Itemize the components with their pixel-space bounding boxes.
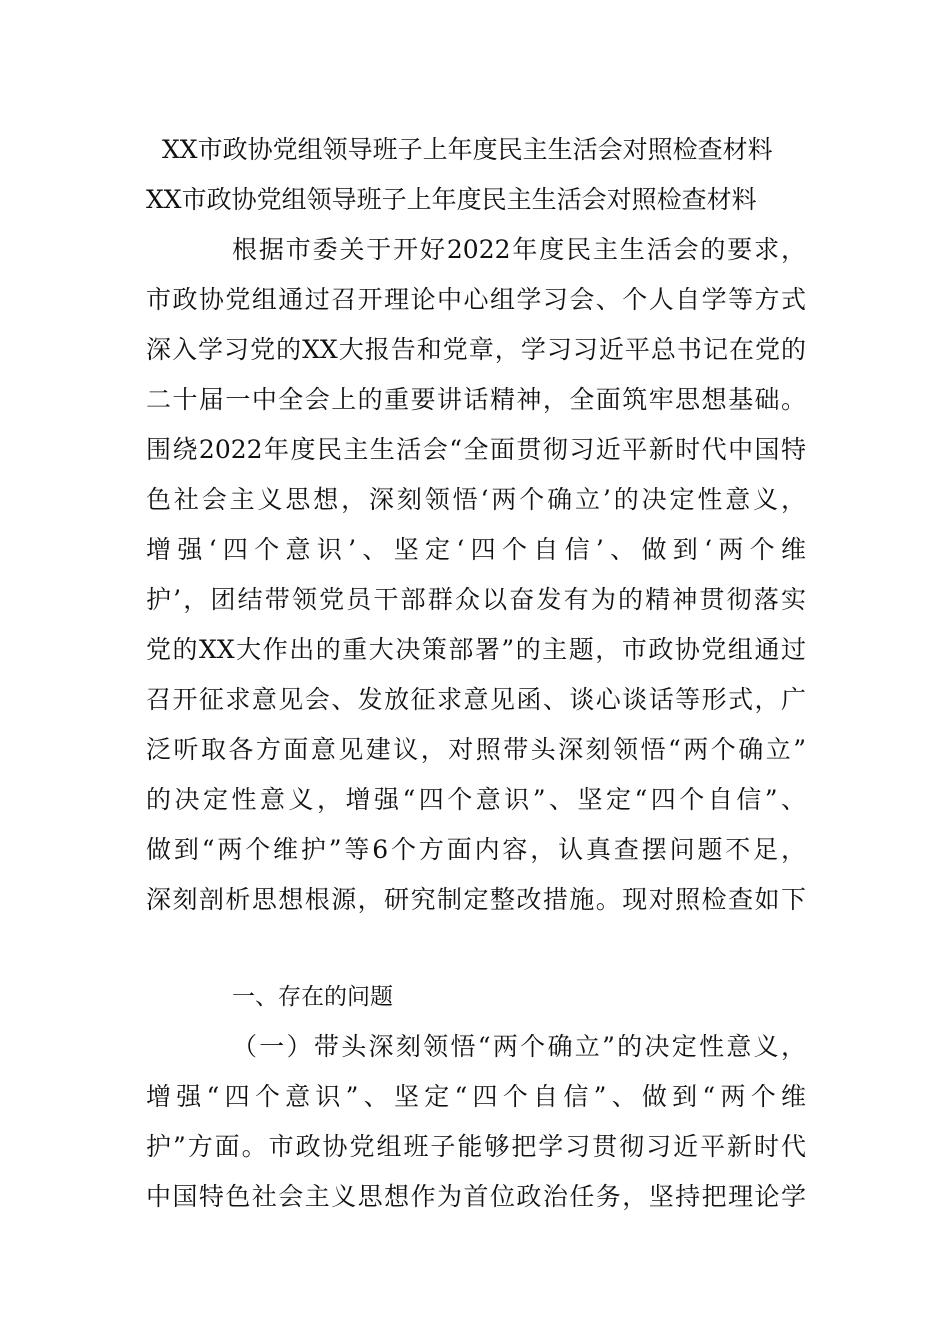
- paragraph-line: 护’，团结带领党员干部群众以奋发有为的精神贯彻落实: [146, 585, 806, 614]
- paragraph-line: 的决定性意义，增强“四个意识”、坚定“四个自信”、: [146, 785, 806, 814]
- paragraph-line: 色社会主义思想，深刻领悟‘两个确立’的决定性意义，: [146, 485, 806, 514]
- paragraph-line: 围绕2022年度民主生活会“全面贯彻习近平新时代中国特: [146, 435, 806, 464]
- paragraph-line: 泛听取各方面意见建议，对照带头深刻领悟“两个确立”: [146, 735, 806, 764]
- paragraph-line: 召开征求意见会、发放征求意见函、谈心谈话等形式，广: [146, 685, 806, 714]
- paragraph-line: 中国特色社会主义思想作为首位政治任务，坚持把理论学: [146, 1182, 806, 1211]
- paragraph-line: 党的XX大作出的重大决策部署”的主题，市政协党组通过: [146, 635, 806, 664]
- paragraph-line: 做到“两个维护”等6个方面内容，认真查摆问题不足，: [146, 835, 806, 864]
- document-title-repeat: XX市政协党组领导班子上年度民主生活会对照检查材料: [146, 185, 757, 214]
- paragraph-line: 二十届一中全会上的重要讲话精神，全面筑牢思想基础。: [146, 385, 806, 414]
- paragraph-line: 增强“四个意识”、坚定“四个自信”、做到“两个维: [146, 1082, 806, 1111]
- paragraph-line: （一）带头深刻领悟“两个确立”的决定性意义，: [232, 1032, 806, 1061]
- section-heading: 一、存在的问题: [232, 984, 393, 1010]
- paragraph-line: 护”方面。市政协党组班子能够把学习贯彻习近平新时代: [146, 1132, 806, 1161]
- document-title: XX市政协党组领导班子上年度民主生活会对照检查材料: [162, 135, 773, 164]
- paragraph-line: 深入学习党的XX大报告和党章，学习习近平总书记在党的: [146, 335, 806, 364]
- paragraph-line: 深刻剖析思想根源，研究制定整改措施。现对照检查如下: [146, 885, 806, 914]
- paragraph-line: 增强‘四个意识’、坚定‘四个自信’、做到‘两个维: [146, 535, 806, 564]
- paragraph-line: 市政协党组通过召开理论中心组学习会、个人自学等方式: [146, 285, 806, 314]
- paragraph-line: 根据市委关于开好2022年度民主生活会的要求，: [232, 235, 806, 264]
